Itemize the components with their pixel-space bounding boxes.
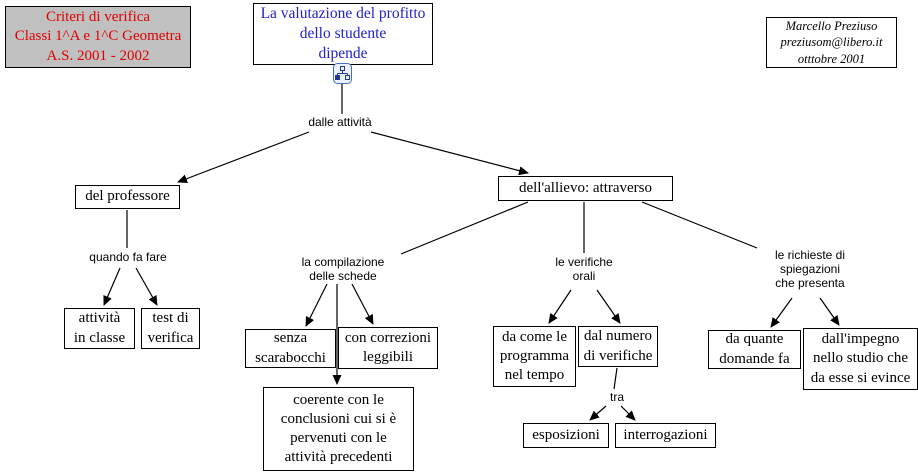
author-box[interactable] — [766, 17, 897, 68]
connector-to-test-verifica — [136, 268, 157, 305]
connector-to-numero — [597, 290, 620, 323]
link-text: delle schede — [309, 268, 377, 283]
root-concept-line: dello studente — [299, 25, 387, 43]
org-chart-icon[interactable] — [333, 63, 352, 84]
connector-allievo-to-richieste — [642, 202, 757, 248]
concept-text: scarabocchi — [255, 349, 326, 366]
concept-con-correzioni[interactable] — [338, 327, 438, 369]
link-text: orali — [572, 268, 596, 283]
concept-text: da esse si evince — [810, 369, 911, 386]
concept-text: nello studio che — [813, 350, 908, 367]
concept-text: leggibili — [363, 349, 413, 365]
connector-numero-to-tra — [614, 368, 617, 389]
credits-line: A.S. 2001 - 2002 — [46, 47, 150, 64]
concept-text: senza — [273, 330, 308, 347]
author-line: preziusom@libero.it — [780, 35, 883, 50]
link-text: che presenta — [775, 275, 845, 290]
concept-text: esposizioni — [532, 426, 600, 443]
connector-to-esposizioni — [590, 406, 606, 420]
concept-dell-allievo[interactable] — [498, 176, 673, 201]
concept-esposizioni[interactable] — [523, 423, 609, 448]
concept-test-di-verifica[interactable] — [141, 308, 200, 349]
concept-text: programma — [499, 347, 570, 364]
link-text: dalle attività — [308, 115, 372, 129]
connector-to-quante-domande — [771, 298, 792, 327]
link-dalle-attivita[interactable] — [290, 116, 390, 130]
concept-text: in classe — [73, 329, 126, 346]
concept-interrogazioni[interactable] — [615, 423, 716, 448]
connector-to-senza-scarabocchi — [306, 284, 327, 326]
credits-line: Classi 1^A e 1^C Geometra — [14, 28, 182, 45]
link-richieste-spiegazioni[interactable] — [755, 249, 865, 291]
concept-text: dall'impegno — [821, 331, 900, 348]
link-text: spiegazioni — [779, 261, 841, 276]
connector-to-programma — [549, 290, 571, 323]
link-text: quando fa fare — [89, 250, 167, 264]
root-concept-box[interactable] — [253, 3, 433, 65]
concept-text: di verifiche — [583, 347, 653, 364]
connector-to-correzioni — [352, 284, 373, 324]
concept-text: da quante — [725, 331, 784, 348]
connector-to-professore — [178, 132, 309, 182]
concept-text: da come le — [502, 328, 567, 345]
concept-text: verifica — [147, 329, 194, 346]
root-concept-line: La valutazione del profitto — [260, 5, 426, 23]
concept-text: pervenuti con le — [290, 430, 387, 446]
concept-text: coerente con le — [293, 391, 384, 408]
link-text: tra — [609, 390, 624, 404]
link-quando-fa-fare[interactable] — [78, 251, 178, 265]
concept-text: nel tempo — [504, 367, 565, 384]
concept-text: attività precedenti — [284, 449, 393, 466]
connector-allievo-to-compilazione — [401, 202, 528, 254]
concept-text: con correzioni — [344, 329, 432, 346]
connector-to-interrogazioni — [621, 406, 635, 420]
concept-quante-domande[interactable] — [708, 330, 801, 369]
link-text: la compilazione — [301, 255, 385, 269]
credits-line: Criteri di verifica — [45, 9, 151, 26]
concept-text: test di — [152, 310, 189, 327]
connector-to-attivita-classe — [104, 268, 120, 305]
concept-text: dell'allievo: attraverso — [518, 179, 653, 196]
author-line: otttobre 2001 — [797, 51, 866, 66]
credits-box[interactable] — [5, 6, 191, 68]
link-text: le richieste di — [774, 248, 846, 262]
concept-text: dal numero — [584, 328, 652, 345]
concept-impegno-studio[interactable] — [803, 328, 918, 390]
link-text: le verifiche — [555, 255, 613, 269]
concept-text: interrogazioni — [623, 426, 708, 443]
connector-to-allievo — [371, 132, 528, 173]
concept-coerente-conclusioni[interactable] — [263, 387, 414, 471]
concept-senza-scarabocchi[interactable] — [245, 329, 336, 368]
concept-text: conclusioni cui si è — [280, 410, 397, 427]
link-verifiche-orali[interactable] — [544, 256, 624, 284]
concept-attivita-in-classe[interactable] — [64, 308, 135, 349]
concept-text: domande fa — [719, 350, 790, 367]
connector-to-impegno — [820, 298, 839, 325]
author-line: Marcello Preziuso — [785, 19, 878, 34]
link-compilazione-schede[interactable] — [288, 256, 398, 284]
link-tra[interactable] — [595, 391, 639, 405]
concept-text: attività — [78, 310, 121, 327]
root-concept-line: dipende — [318, 44, 368, 62]
concept-numero-verifiche[interactable] — [578, 326, 658, 367]
concept-come-programma[interactable] — [493, 326, 576, 387]
concept-text: del professore — [85, 188, 170, 205]
concept-del-professore[interactable] — [75, 185, 180, 209]
